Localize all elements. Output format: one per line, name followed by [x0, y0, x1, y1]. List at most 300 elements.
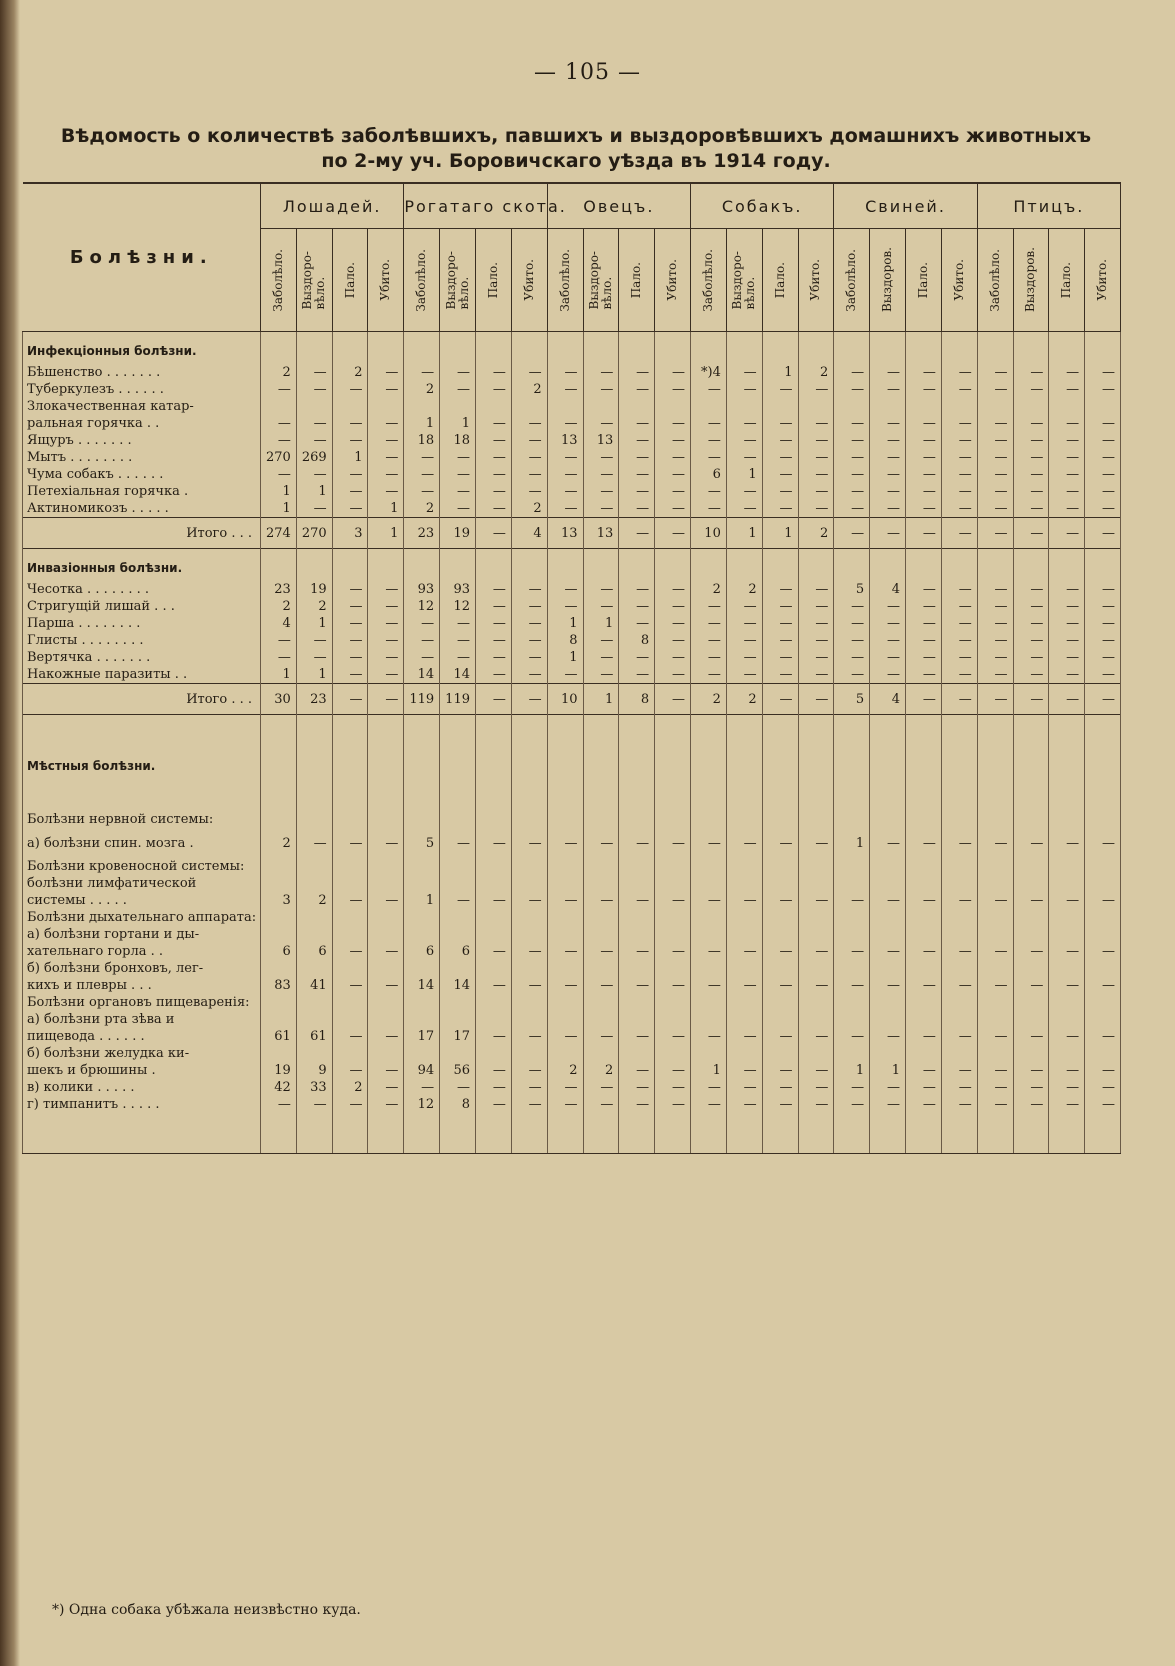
- value-cell: 13: [547, 432, 583, 449]
- value-cell: —: [440, 449, 476, 466]
- value-cell: [1013, 858, 1049, 875]
- value-cell: [619, 1011, 655, 1028]
- value-cell: —: [511, 649, 547, 666]
- value-cell: —: [404, 364, 440, 381]
- value-cell: —: [1013, 415, 1049, 432]
- value-cell: —: [1085, 1096, 1121, 1113]
- value-cell: [798, 398, 834, 415]
- value-cell: [870, 994, 906, 1011]
- value-cell: [870, 875, 906, 892]
- value-cell: —: [583, 483, 619, 500]
- value-cell: 270: [296, 518, 332, 549]
- value-cell: [1085, 994, 1121, 1011]
- value-cell: 1: [726, 518, 762, 549]
- value-cell: —: [1085, 500, 1121, 518]
- value-cell: —: [834, 500, 870, 518]
- value-cell: [511, 332, 547, 365]
- row-label: Болѣзни кровеносной системы:: [23, 858, 261, 875]
- value-cell: —: [977, 518, 1013, 549]
- value-cell: [261, 398, 297, 415]
- value-cell: —: [583, 1028, 619, 1045]
- value-cell: [941, 926, 977, 943]
- value-cell: 1: [547, 649, 583, 666]
- value-cell: —: [368, 581, 404, 598]
- value-cell: —: [870, 483, 906, 500]
- row-label: б) болѣзни бронховъ, лег-: [23, 960, 261, 977]
- value-cell: [762, 398, 798, 415]
- value-cell: —: [1049, 828, 1085, 858]
- value-cell: —: [619, 1062, 655, 1079]
- value-cell: —: [762, 415, 798, 432]
- value-cell: —: [798, 632, 834, 649]
- value-cell: —: [905, 1079, 941, 1096]
- value-cell: —: [332, 381, 368, 398]
- value-cell: 1: [368, 518, 404, 549]
- value-cell: —: [511, 632, 547, 649]
- row-label: болѣзни лимфатической: [23, 875, 261, 892]
- value-cell: [655, 398, 691, 415]
- value-cell: [1013, 926, 1049, 943]
- value-cell: —: [583, 449, 619, 466]
- value-cell: —: [870, 500, 906, 518]
- value-cell: —: [440, 828, 476, 858]
- value-cell: —: [583, 632, 619, 649]
- value-cell: [547, 858, 583, 875]
- value-cell: [404, 715, 440, 748]
- value-cell: —: [1085, 828, 1121, 858]
- value-cell: —: [296, 466, 332, 483]
- value-cell: [440, 909, 476, 926]
- value-cell: —: [440, 649, 476, 666]
- value-cell: [798, 332, 834, 365]
- value-cell: 1: [440, 415, 476, 432]
- value-cell: [870, 747, 906, 779]
- value-cell: —: [798, 415, 834, 432]
- value-cell: —: [1085, 632, 1121, 649]
- value-cell: [547, 332, 583, 365]
- value-cell: —: [762, 1028, 798, 1045]
- value-cell: —: [762, 977, 798, 994]
- value-cell: —: [332, 615, 368, 632]
- value-cell: [332, 1045, 368, 1062]
- value-cell: [905, 994, 941, 1011]
- value-cell: —: [655, 977, 691, 994]
- value-cell: 18: [404, 432, 440, 449]
- value-cell: [1049, 398, 1085, 415]
- value-cell: —: [1049, 649, 1085, 666]
- value-cell: 13: [583, 518, 619, 549]
- value-cell: —: [941, 649, 977, 666]
- value-cell: —: [368, 892, 404, 909]
- value-cell: —: [1049, 977, 1085, 994]
- value-cell: [905, 858, 941, 875]
- value-cell: 6: [404, 943, 440, 960]
- sub-column-label: Пало.: [485, 261, 500, 299]
- value-cell: 17: [404, 1028, 440, 1045]
- section-header-row: [23, 549, 1121, 582]
- value-cell: [583, 715, 619, 748]
- value-cell: [619, 926, 655, 943]
- value-cell: [798, 994, 834, 1011]
- value-cell: [404, 747, 440, 779]
- row-label: а) болѣзни спин. мозга .: [23, 828, 261, 858]
- value-cell: —: [977, 828, 1013, 858]
- value-cell: [798, 926, 834, 943]
- value-cell: —: [1085, 483, 1121, 500]
- value-cell: —: [511, 598, 547, 615]
- value-cell: [691, 960, 727, 977]
- value-cell: 3: [261, 892, 297, 909]
- value-cell: [655, 1045, 691, 1062]
- value-cell: [296, 875, 332, 892]
- value-cell: [368, 875, 404, 892]
- value-cell: —: [834, 466, 870, 483]
- value-cell: [547, 1113, 583, 1154]
- value-cell: —: [977, 1028, 1013, 1045]
- value-cell: —: [977, 666, 1013, 684]
- value-cell: —: [1049, 449, 1085, 466]
- row-label: ральная горячка . .: [23, 415, 261, 432]
- sub-column-label: Заболѣло.: [557, 248, 572, 312]
- value-cell: —: [296, 500, 332, 518]
- value-cell: —: [332, 466, 368, 483]
- value-cell: [404, 549, 440, 582]
- value-cell: —: [476, 466, 512, 483]
- value-cell: —: [404, 1079, 440, 1096]
- value-cell: —: [870, 364, 906, 381]
- value-cell: 2: [691, 581, 727, 598]
- sub-column-label: Выздоро- вѣло.: [586, 250, 614, 310]
- value-cell: [583, 811, 619, 828]
- value-cell: —: [1013, 432, 1049, 449]
- value-cell: [404, 1113, 440, 1154]
- value-cell: —: [511, 1062, 547, 1079]
- value-cell: [261, 1113, 297, 1154]
- value-cell: [296, 926, 332, 943]
- value-cell: —: [1085, 381, 1121, 398]
- value-cell: —: [691, 649, 727, 666]
- value-cell: —: [583, 977, 619, 994]
- value-cell: —: [1013, 449, 1049, 466]
- value-cell: —: [547, 483, 583, 500]
- value-cell: —: [511, 581, 547, 598]
- value-cell: —: [941, 483, 977, 500]
- value-cell: —: [726, 666, 762, 684]
- value-cell: [1049, 1113, 1085, 1154]
- value-cell: —: [655, 483, 691, 500]
- value-cell: [296, 332, 332, 365]
- value-cell: [332, 960, 368, 977]
- sub-column-label: Заболѣло.: [987, 248, 1002, 312]
- value-cell: [368, 994, 404, 1011]
- value-cell: [834, 1011, 870, 1028]
- value-cell: [476, 875, 512, 892]
- value-cell: —: [368, 415, 404, 432]
- value-cell: —: [726, 1062, 762, 1079]
- sub-column-header: [404, 229, 440, 332]
- value-cell: —: [834, 943, 870, 960]
- value-cell: —: [834, 615, 870, 632]
- value-cell: —: [655, 892, 691, 909]
- value-cell: —: [798, 1028, 834, 1045]
- value-cell: —: [547, 1028, 583, 1045]
- value-cell: 33: [296, 1079, 332, 1096]
- value-cell: —: [762, 466, 798, 483]
- value-cell: [1085, 398, 1121, 415]
- value-cell: —: [1085, 615, 1121, 632]
- value-cell: —: [1085, 1062, 1121, 1079]
- table-row: [23, 715, 1121, 748]
- value-cell: —: [1013, 518, 1049, 549]
- value-cell: —: [619, 666, 655, 684]
- value-cell: [655, 875, 691, 892]
- value-cell: 17: [440, 1028, 476, 1045]
- value-cell: [905, 1113, 941, 1154]
- value-cell: 1: [404, 892, 440, 909]
- value-cell: [1049, 1011, 1085, 1028]
- value-cell: [762, 332, 798, 365]
- sub-column-header: [547, 229, 583, 332]
- value-cell: [726, 875, 762, 892]
- value-cell: —: [511, 415, 547, 432]
- sub-column-header: [655, 229, 691, 332]
- value-cell: —: [834, 381, 870, 398]
- value-cell: —: [404, 466, 440, 483]
- sub-column-label: Пало.: [915, 261, 930, 299]
- value-cell: —: [941, 828, 977, 858]
- value-cell: [691, 1045, 727, 1062]
- value-cell: 30: [261, 684, 297, 715]
- value-cell: [547, 811, 583, 828]
- value-cell: —: [655, 1079, 691, 1096]
- value-cell: —: [870, 828, 906, 858]
- value-cell: —: [296, 415, 332, 432]
- value-cell: —: [368, 977, 404, 994]
- value-cell: —: [762, 632, 798, 649]
- value-cell: [905, 779, 941, 811]
- value-cell: —: [547, 1096, 583, 1113]
- value-cell: —: [726, 828, 762, 858]
- table-row: [23, 909, 1121, 926]
- value-cell: —: [368, 649, 404, 666]
- value-cell: [619, 811, 655, 828]
- value-cell: —: [440, 483, 476, 500]
- value-cell: [296, 398, 332, 415]
- value-cell: [726, 398, 762, 415]
- value-cell: —: [619, 892, 655, 909]
- value-cell: —: [655, 1062, 691, 1079]
- value-cell: —: [798, 1096, 834, 1113]
- value-cell: —: [834, 1079, 870, 1096]
- value-cell: [368, 1113, 404, 1154]
- value-cell: [296, 747, 332, 779]
- value-cell: —: [511, 364, 547, 381]
- value-cell: [583, 1113, 619, 1154]
- value-cell: —: [977, 1062, 1013, 1079]
- value-cell: —: [583, 828, 619, 858]
- value-cell: [440, 994, 476, 1011]
- value-cell: [726, 1113, 762, 1154]
- value-cell: —: [583, 943, 619, 960]
- sub-column-header: [511, 229, 547, 332]
- value-cell: [905, 811, 941, 828]
- value-cell: 61: [261, 1028, 297, 1045]
- value-cell: —: [296, 381, 332, 398]
- value-cell: —: [905, 828, 941, 858]
- value-cell: —: [655, 1096, 691, 1113]
- value-cell: 4: [870, 581, 906, 598]
- value-cell: —: [977, 1079, 1013, 1096]
- row-label: Стригущій лишай . . .: [23, 598, 261, 615]
- value-cell: [1049, 909, 1085, 926]
- value-cell: —: [834, 432, 870, 449]
- value-cell: —: [1085, 943, 1121, 960]
- value-cell: —: [798, 649, 834, 666]
- value-cell: [941, 779, 977, 811]
- value-cell: [404, 779, 440, 811]
- value-cell: [1013, 1045, 1049, 1062]
- value-cell: —: [834, 415, 870, 432]
- value-cell: —: [941, 500, 977, 518]
- value-cell: [691, 994, 727, 1011]
- value-cell: [905, 909, 941, 926]
- value-cell: 2: [261, 364, 297, 381]
- value-cell: —: [762, 684, 798, 715]
- value-cell: 19: [296, 581, 332, 598]
- value-cell: —: [476, 1079, 512, 1096]
- value-cell: [583, 909, 619, 926]
- value-cell: [368, 398, 404, 415]
- value-cell: 270: [261, 449, 297, 466]
- value-cell: [905, 1045, 941, 1062]
- value-cell: —: [870, 943, 906, 960]
- value-cell: —: [476, 892, 512, 909]
- value-cell: —: [547, 943, 583, 960]
- value-cell: —: [583, 415, 619, 432]
- table-row: [23, 598, 1121, 615]
- value-cell: —: [691, 632, 727, 649]
- value-cell: —: [261, 381, 297, 398]
- value-cell: [655, 909, 691, 926]
- value-cell: [261, 909, 297, 926]
- value-cell: [655, 779, 691, 811]
- value-cell: —: [1085, 449, 1121, 466]
- value-cell: —: [798, 615, 834, 632]
- value-cell: —: [583, 466, 619, 483]
- value-cell: —: [941, 666, 977, 684]
- value-cell: —: [655, 415, 691, 432]
- table-row: [23, 1062, 1121, 1079]
- value-cell: —: [726, 943, 762, 960]
- value-cell: —: [655, 598, 691, 615]
- value-cell: —: [941, 1028, 977, 1045]
- value-cell: 1: [834, 828, 870, 858]
- value-cell: —: [905, 1062, 941, 1079]
- value-cell: —: [762, 1096, 798, 1113]
- row-label: Глисты . . . . . . . .: [23, 632, 261, 649]
- value-cell: —: [547, 598, 583, 615]
- value-cell: —: [1085, 364, 1121, 381]
- sub-column-label: Выздоро- вѣло.: [300, 250, 328, 310]
- value-cell: [1049, 926, 1085, 943]
- sub-column-header: [296, 229, 332, 332]
- value-cell: —: [440, 892, 476, 909]
- value-cell: —: [798, 483, 834, 500]
- value-cell: [583, 858, 619, 875]
- table-row: [23, 581, 1121, 598]
- value-cell: [977, 1011, 1013, 1028]
- value-cell: —: [834, 483, 870, 500]
- value-cell: —: [762, 943, 798, 960]
- sub-column-label: Убито.: [951, 259, 966, 301]
- value-cell: —: [476, 483, 512, 500]
- value-cell: —: [941, 892, 977, 909]
- value-cell: [619, 1113, 655, 1154]
- value-cell: —: [619, 518, 655, 549]
- sub-column-header: [1049, 229, 1085, 332]
- value-cell: —: [870, 598, 906, 615]
- value-cell: —: [296, 432, 332, 449]
- value-cell: [798, 909, 834, 926]
- value-cell: —: [834, 666, 870, 684]
- value-cell: 2: [511, 381, 547, 398]
- value-cell: —: [977, 649, 1013, 666]
- value-cell: [905, 926, 941, 943]
- value-cell: 5: [834, 684, 870, 715]
- value-cell: —: [655, 632, 691, 649]
- value-cell: 2: [547, 1062, 583, 1079]
- value-cell: 2: [332, 364, 368, 381]
- value-cell: *)4: [691, 364, 727, 381]
- value-cell: 23: [404, 518, 440, 549]
- value-cell: [798, 1011, 834, 1028]
- value-cell: 10: [691, 518, 727, 549]
- value-cell: —: [547, 415, 583, 432]
- value-cell: —: [368, 364, 404, 381]
- value-cell: —: [905, 449, 941, 466]
- value-cell: —: [476, 649, 512, 666]
- value-cell: —: [941, 518, 977, 549]
- table-row: [23, 779, 1121, 811]
- value-cell: —: [905, 684, 941, 715]
- value-cell: [511, 909, 547, 926]
- sub-column-header: [1085, 229, 1121, 332]
- value-cell: —: [476, 828, 512, 858]
- value-cell: [691, 747, 727, 779]
- value-cell: —: [691, 432, 727, 449]
- value-cell: —: [261, 649, 297, 666]
- value-cell: 1: [332, 449, 368, 466]
- value-cell: [1085, 960, 1121, 977]
- value-cell: —: [977, 381, 1013, 398]
- value-cell: —: [1049, 1079, 1085, 1096]
- value-cell: —: [870, 615, 906, 632]
- value-cell: [941, 1045, 977, 1062]
- sub-column-header: [583, 229, 619, 332]
- sub-column-label: Убито.: [521, 259, 536, 301]
- value-cell: [798, 875, 834, 892]
- value-cell: [1013, 779, 1049, 811]
- value-cell: —: [870, 892, 906, 909]
- value-cell: —: [1085, 581, 1121, 598]
- value-cell: 56: [440, 1062, 476, 1079]
- value-cell: —: [762, 892, 798, 909]
- value-cell: [691, 875, 727, 892]
- value-cell: —: [547, 364, 583, 381]
- value-cell: —: [1085, 518, 1121, 549]
- value-cell: 1: [583, 684, 619, 715]
- value-cell: 5: [834, 581, 870, 598]
